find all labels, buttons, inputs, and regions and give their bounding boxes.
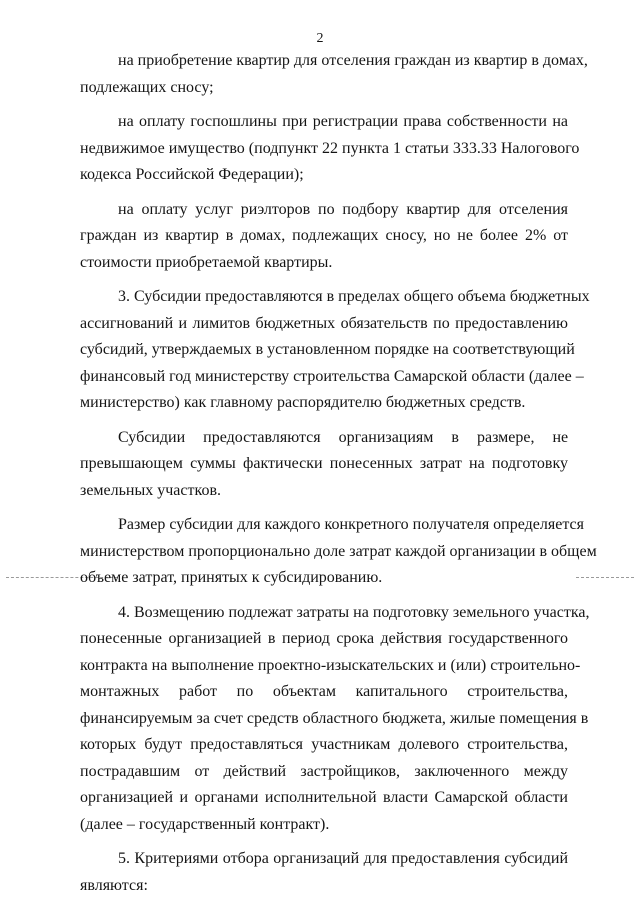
- paragraph: [80, 846, 568, 899]
- paragraph: [80, 512, 597, 592]
- text-line: недвижимое имущество (подпункт 22 пункта 1 статьи 333.33 Налогового: [80, 139, 580, 157]
- scan-artifact-right: [576, 577, 634, 580]
- paragraph: [80, 284, 590, 417]
- text-line: Субсидии предоставляются организациям в размере, не: [118, 428, 569, 446]
- text-line: организацией и органами исполнительной власти Самарской области: [80, 789, 568, 806]
- text-line: министерством пропорционально доле затрат каждой организации в общем: [80, 542, 597, 560]
- text-line: пострадавшим от действий застройщиков, заключенного между: [80, 762, 568, 780]
- text-line: подлежащих сносу;: [80, 78, 214, 96]
- text-line: финансовый год министерству строительства Самарской области (далее –: [80, 367, 584, 385]
- document-body: [80, 48, 597, 899]
- text-line: Размер субсидии для каждого конкретного получателя определяется: [118, 516, 584, 533]
- paragraph: [80, 600, 590, 839]
- text-line: стоимости приобретаемой квартиры.: [80, 253, 333, 271]
- paragraph: [80, 109, 580, 189]
- paragraph: [80, 197, 568, 277]
- page-number: 2: [316, 31, 324, 46]
- text-line: субсидий, утверждаемых в установленном порядке на соответствующий: [80, 341, 575, 358]
- text-line: 3. Субсидии предоставляются в пределах общего объема бюджетных: [118, 288, 590, 305]
- text-line: контракта на выполнение проектно-изыскательских и (или) строительно-: [80, 656, 581, 674]
- text-line: (далее – государственный контракт).: [80, 815, 330, 833]
- text-line: финансируемым за счет средств областного бюджета, жилые помещения в: [80, 709, 589, 727]
- text-line: ассигнований и лимитов бюджетных обязательств по предоставлению: [80, 314, 568, 332]
- text-line: понесенные организацией в период срока действия государственного: [80, 630, 568, 647]
- text-line: кодекса Российской Федерации);: [80, 166, 304, 183]
- text-line: которых будут предоставляться участникам долевого строительства,: [80, 736, 568, 753]
- text-line: граждан из квартир в домах, подлежащих сносу, но не более 2% от: [80, 227, 568, 244]
- text-line: земельных участков.: [80, 481, 221, 499]
- text-line: объеме затрат, принятых к субсидированию.: [80, 569, 383, 586]
- text-line: превышающем суммы фактически понесенных затрат на подготовку: [80, 455, 568, 472]
- text-line: министерство) как главному распорядителю бюджетных средств.: [80, 394, 526, 411]
- text-line: на оплату госпошлины при регистрации права собственности на: [118, 113, 568, 130]
- text-line: на оплату услуг риэлторов по подбору квартир для отселения: [118, 200, 568, 218]
- text-line: являются:: [80, 876, 148, 894]
- text-line: на приобретение квартир для отселения граждан из квартир в домах,: [118, 52, 588, 69]
- text-line: 5. Критериями отбора организаций для предоставления субсидий: [118, 850, 568, 867]
- text-line: монтажных работ по объектам капитального строительства,: [80, 683, 568, 700]
- paragraph: [80, 48, 588, 101]
- paragraph: [80, 425, 568, 505]
- text-line: 4. Возмещению подлежат затраты на подготовку земельного участка,: [118, 603, 590, 621]
